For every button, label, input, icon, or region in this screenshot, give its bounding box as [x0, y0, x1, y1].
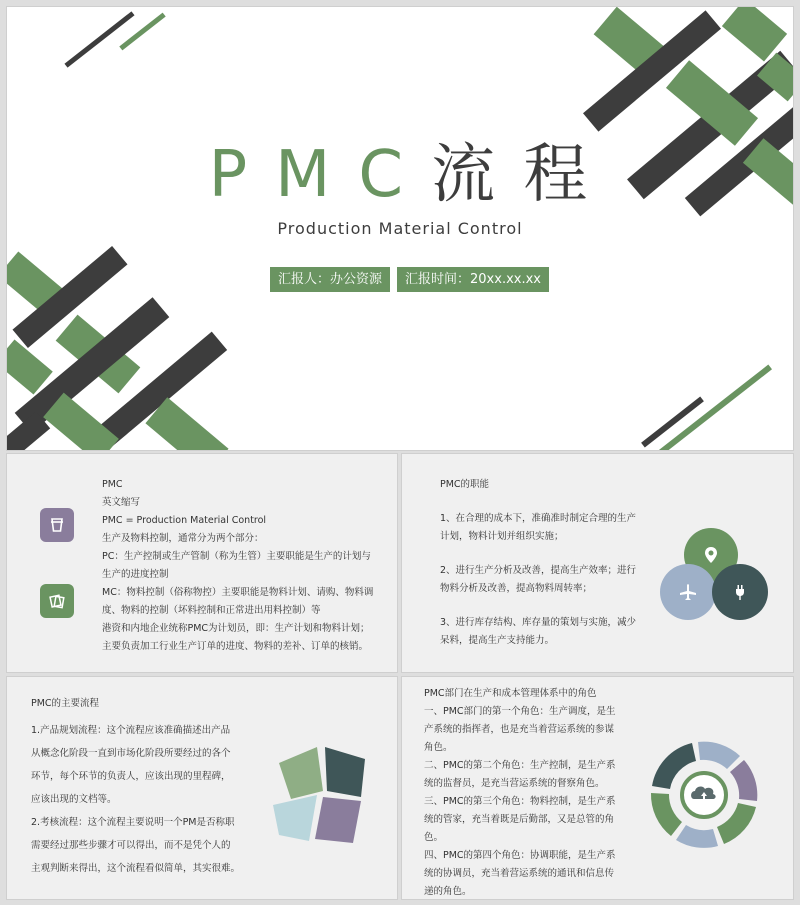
ring-segment: [676, 825, 718, 848]
airplane-circle: [660, 564, 716, 620]
text-line: 三、PMC的第三个角色：物料控制，是生产系: [424, 796, 616, 807]
text-line: 港资和内地企业统称PMC为计划员，即：生产计划和物料计划；: [102, 623, 370, 634]
text-line: 主要负责加工行业生产订单的进度、物料的差补、订单的核销。: [102, 641, 369, 652]
decor-bar: [658, 365, 772, 450]
process-slide: [7, 677, 397, 899]
location-icon: [701, 545, 721, 565]
airplane-icon: [678, 582, 698, 602]
text-line: PC：生产控制或生产管制（称为生管）主要职能是生产的计划与: [102, 551, 371, 562]
text-line: 一、PMC部门的第一个角色：生产调度，是生: [424, 706, 616, 717]
title-cn: 流 程: [431, 138, 592, 212]
text-line: 从概念化阶段一直到市场化阶段所要经过的各个: [31, 748, 231, 759]
text-line: 主观判断来得出，这个流程看似简单，其实很难。: [31, 863, 241, 874]
text-line: 产系统的指挥者，也是充当着营运系统的参谋: [424, 724, 615, 735]
text-line: 统的管家，充当着既是后勤部，又是总管的角: [424, 814, 615, 825]
process-heading: PMC的主要流程: [31, 698, 100, 709]
functions-text: [440, 510, 660, 650]
text-line: 角色。: [424, 742, 453, 753]
text-line: 英文缩写: [102, 497, 141, 508]
text-line: 1.产品规划流程：这个流程应该准确描述出产品: [31, 725, 231, 736]
text-line: 四、PMC的第四个角色：协调职能，是生产系: [424, 850, 616, 861]
ring-segment: [651, 793, 682, 836]
roles-heading: PMC部门在生产和成本管理体系中的角色: [424, 688, 597, 699]
text-line: 需要经过那些步骤才可以得出，而不是凭个人的: [31, 840, 231, 851]
text-line: PMC: [102, 479, 123, 490]
definition-slide: [7, 454, 397, 672]
ring-segment: [698, 742, 740, 769]
plug-icon: [730, 582, 750, 602]
petal-ice: [273, 795, 317, 841]
roles-slide: [402, 677, 793, 899]
title-en: PMC: [208, 138, 432, 212]
petal-green: [279, 747, 323, 799]
text-line: 物料分析及改善，提高物料周转率；: [440, 583, 593, 594]
text-line: 生产的进度控制: [102, 569, 169, 580]
roles-text: [424, 703, 644, 899]
text-line: 统的协调员，充当着营运系统的通讯和信息传: [424, 868, 615, 879]
text-line: 2.考核流程：这个流程主要说明一个PM是否称职: [31, 817, 235, 828]
cycle-diagram: [646, 737, 762, 853]
process-text: [31, 719, 251, 880]
functions-slide: [402, 454, 793, 672]
text-line: 呆料，提高生产支持能力。: [440, 635, 555, 646]
decor-bar: [64, 11, 134, 67]
cover-title: [7, 135, 793, 215]
text-line: 3、进行库存结构、库存量的策划与实施，减少: [440, 617, 637, 628]
petal-diagram: [269, 739, 379, 851]
text-line: 生产及物料控制，通常分为两个部分：: [102, 533, 264, 544]
functions-heading: PMC的职能: [440, 479, 490, 490]
ring-segment: [730, 760, 757, 801]
report-time-tag: 汇报时间：20xx.xx.xx: [397, 267, 549, 292]
petal-purple: [315, 797, 361, 843]
text-line: 计划，物料计划并组织实施；: [440, 531, 564, 542]
cover-subtitle: Production Material Control: [277, 219, 523, 238]
text-line: 二、PMC的第二个角色：生产控制，是生产系: [424, 760, 616, 771]
text-line: 递的角色。: [424, 886, 472, 897]
text-line: 色。: [424, 832, 444, 843]
text-line: 度、物料的控制（坏料控制和正常进出用料控制）等: [102, 605, 321, 616]
cover-slide: [7, 7, 793, 450]
petal-teal: [325, 747, 365, 797]
text-line: 应该出现的文档等。: [31, 794, 117, 805]
text-line: 统的监督员，是充当营运系统的督察角色。: [424, 778, 605, 789]
definition-text: [102, 476, 392, 656]
text-line: MC：物料控制（俗称物控）主要职能是物料计划、请购、物料调: [102, 587, 374, 598]
reporter-tag: 汇报人：办公资源: [270, 267, 390, 292]
text-line: 环节，每个环节的负责人，应该出现的里程碑，: [31, 771, 231, 782]
notes-icon: [40, 584, 74, 618]
plug-circle: [712, 564, 768, 620]
text-line: PMC = Production Material Control: [102, 515, 267, 526]
text-line: 1、在合理的成本下，准确准时制定合理的生产: [440, 513, 637, 524]
text-line: 2、进行生产分析及改善，提高生产效率；进行: [440, 565, 637, 576]
cup-icon: [40, 508, 74, 542]
